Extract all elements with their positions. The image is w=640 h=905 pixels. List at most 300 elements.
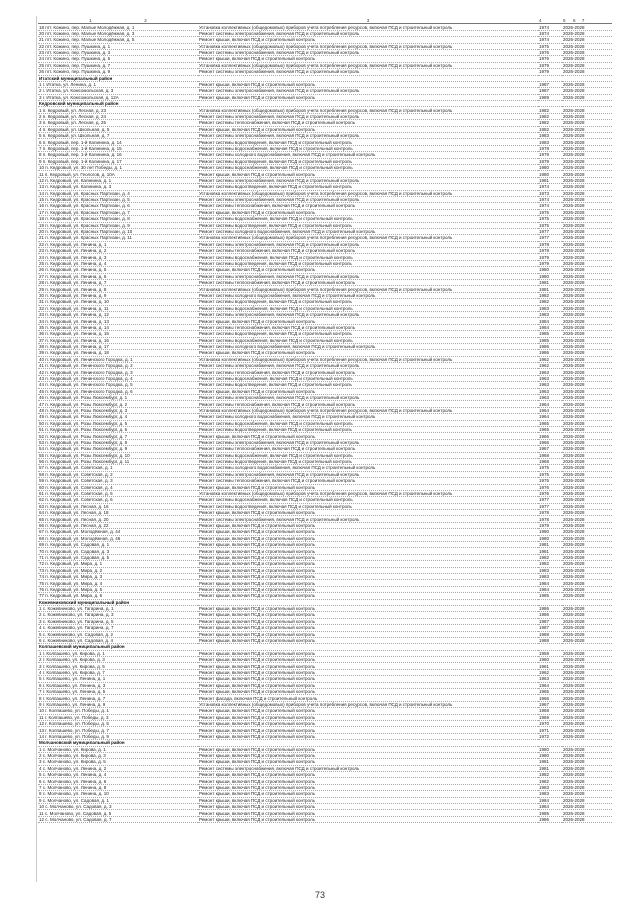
cell-year: 1977 xyxy=(538,497,562,503)
cell-year: 1976 xyxy=(538,484,562,490)
cell-work: Ремонт системы электроснабжения, включая ПСД и строительный контроль xyxy=(198,241,538,247)
cell-year: 1980 xyxy=(538,164,562,170)
cell-period: 2026-2028 xyxy=(562,439,612,445)
cell-work: Ремонт системы теплоснабжения, включая ПСД и строительный контроль xyxy=(198,478,538,484)
cell-address: 53 п. Кедровый, ул. Розы Люксембург, д. 8 xyxy=(38,439,198,445)
cell-period: 2026-2028 xyxy=(562,184,612,190)
cell-work: Ремонт крыши, включая ПСД и строительный контроль xyxy=(198,510,538,516)
cell-work: Ремонт крыши, включая ПСД и строительный контроль xyxy=(198,567,538,573)
cell-address: 35 п. Кедровый, ул. Ленина, д. 14 xyxy=(38,324,198,330)
cell-year: 1980 xyxy=(538,171,562,177)
cell-year: 1966 xyxy=(538,695,562,701)
cell-year: 1988 xyxy=(538,637,562,643)
cell-year: 1965 xyxy=(538,427,562,433)
cell-period: 2026-2028 xyxy=(562,177,612,183)
cell-work: Ремонт крыши, включая ПСД и строительный контроль xyxy=(198,804,538,810)
cell-period: 2026-2028 xyxy=(562,49,612,55)
cell-period: 2026-2028 xyxy=(562,24,612,30)
cell-work: Установка коллективных (общедомовых) приборов учета потребления ресурсов, включая ПСД и строительный контроль xyxy=(198,286,538,292)
cell-period: 2026-2028 xyxy=(562,637,612,643)
cell-year: 1976 xyxy=(538,49,562,55)
cell-work: Ремонт фасада, включая ПСД и строительный контроль xyxy=(198,695,538,701)
cell-period: 2026-2028 xyxy=(562,190,612,196)
cell-work: Ремонт крыши, включая ПСД и строительный контроль xyxy=(198,637,538,643)
cell-year: 1975 xyxy=(538,43,562,49)
cell-work: Ремонт системы электроснабжения, включая ПСД и строительный контроль xyxy=(198,30,538,36)
cell-work: Ремонт системы водоснабжения, включая ПСД и строительный контроль xyxy=(198,254,538,260)
cell-work: Ремонт системы водоотведения, включая ПСД и строительный контроль xyxy=(198,184,538,190)
cell-address: 3 п. Кедровый, ул. Лесная, д. 25 xyxy=(38,120,198,126)
cell-period: 2026-2028 xyxy=(562,618,612,624)
cell-address: Итатский муниципальный район xyxy=(38,75,198,81)
cell-period: 2026-2028 xyxy=(562,612,612,618)
cell-address: 51 п. Кедровый, ул. Розы Люксембург, д. 6 xyxy=(38,427,198,433)
cell-work: Ремонт системы электроснабжения, включая ПСД и строительный контроль xyxy=(198,311,538,317)
cell-work: Ремонт системы электроснабжения, включая ПСД и строительный контроль xyxy=(198,196,538,202)
cell-period: 2026-2028 xyxy=(562,752,612,758)
cell-work: Ремонт крыши, включая ПСД и строительный контроль xyxy=(198,548,538,554)
cell-work: Ремонт крыши, включая ПСД и строительный контроль xyxy=(198,94,538,100)
cell-address: 6 п. Кедровый, пер. 1-й Калинина, д. 14 xyxy=(38,139,198,145)
cell-year: 1979 xyxy=(538,260,562,266)
cell-work: Ремонт системы водоотведения, включая ПСД и строительный контроль xyxy=(198,158,538,164)
cell-period: 2026-2028 xyxy=(562,280,612,286)
cell-work: Ремонт крыши, включая ПСД и строительный контроль xyxy=(198,720,538,726)
cell-work: Ремонт крыши, включая ПСД и строительный контроль xyxy=(198,573,538,579)
cell-work: Ремонт системы водоотведения, включая ПСД и строительный контроль xyxy=(198,427,538,433)
cell-year: 1962 xyxy=(538,363,562,369)
cell-address: 56 п. Кедровый, ул. Розы Люксембург, д. 11 xyxy=(38,458,198,464)
cell-year: 1974 xyxy=(538,30,562,36)
cell-year: 1966 xyxy=(538,439,562,445)
cell-year: 1986 xyxy=(538,816,562,822)
cell-year: 1968 xyxy=(538,452,562,458)
cell-period: 2026-2028 xyxy=(562,267,612,273)
cell-address: 3 г. Колпашево, ул. Кирова, д. 5 xyxy=(38,663,198,669)
cell-year: 1983 xyxy=(538,784,562,790)
cell-address: 1 с. Молчаново, ул. Кирова, д. 1 xyxy=(38,746,198,752)
cell-address: 18 пгт. Кожино, пер. Малые Молодёжная, д. 1 xyxy=(38,24,198,30)
cell-year: 1984 xyxy=(538,586,562,592)
cell-work: Ремонт системы водоснабжения, включая ПСД и строительный контроль xyxy=(198,216,538,222)
cell-year: 1983 xyxy=(538,567,562,573)
cell-period: 2026-2028 xyxy=(562,458,612,464)
cell-work: Ремонт системы электроснабжения, включая ПСД и строительный контроль xyxy=(198,133,538,139)
cell-address: 6 г. Колпашево, ул. Ленина, д. 3 xyxy=(38,682,198,688)
cell-year: 1963 xyxy=(538,382,562,388)
cell-period: 2026-2028 xyxy=(562,746,612,752)
cell-year: 1974 xyxy=(538,184,562,190)
cell-address: 9 п. Кедровый, пер. 1-й Калинина, д. 17 xyxy=(38,158,198,164)
cell-work: Ремонт системы теплоснабжения, включая ПСД и строительный контроль xyxy=(198,324,538,330)
cell-work: Ремонт крыши, включая ПСД и строительный контроль xyxy=(198,554,538,560)
cell-period: 2026-2028 xyxy=(562,478,612,484)
cell-work: Ремонт системы водоотведения, включая ПСД и строительный контроль xyxy=(198,458,538,464)
cell-address: 9 г. Колпашево, ул. Ленина, д. 9 xyxy=(38,701,198,707)
header-col-period: 5 6 7 xyxy=(562,18,612,24)
cell-address: 42 п. Кедровый, ул. Ленинского Городка, д. 3 xyxy=(38,369,198,375)
cell-year: 1980 xyxy=(538,746,562,752)
cell-address: 62 п. Кедровый, ул. Советская, д. 6 xyxy=(38,497,198,503)
cell-address: 14 г. Колпашево, ул. Победы, д. 9 xyxy=(38,733,198,739)
cell-address: Колпашевский муниципальный район xyxy=(38,644,198,650)
cell-year: 1975 xyxy=(538,465,562,471)
cell-address: 68 п. Кедровый, ул. Молодёжная, д. 46 xyxy=(38,535,198,541)
cell-period: 2026-2028 xyxy=(562,689,612,695)
cell-period: 2026-2028 xyxy=(562,605,612,611)
cell-address: 26 пгт. Кожино, пер. Пушкина, д. 9 xyxy=(38,69,198,75)
table-body xyxy=(38,24,612,823)
cell-year: 1980 xyxy=(538,273,562,279)
cell-address: 72 п. Кедровый, ул. Мира, д. 1 xyxy=(38,561,198,567)
cell-period: 2026-2028 xyxy=(562,522,612,528)
cell-year: 1960 xyxy=(538,657,562,663)
cell-address: 33 п. Кедровый, ул. Ленина, д. 12 xyxy=(38,311,198,317)
cell-address: 8 п. Кедровый, пер. 1-й Калинина, д. 16 xyxy=(38,152,198,158)
cell-period: 2026-2028 xyxy=(562,631,612,637)
cell-year: 1982 xyxy=(538,126,562,132)
cell-work: Ремонт крыши, включая ПСД и строительный контроль xyxy=(198,669,538,675)
cell-year: 1985 xyxy=(538,331,562,337)
cell-year: 1982 xyxy=(538,554,562,560)
cell-period: 2026-2028 xyxy=(562,720,612,726)
cell-work: Ремонт крыши, включая ПСД и строительный контроль xyxy=(198,561,538,567)
cell-work: Ремонт системы водоснабжения, включая ПСД и строительный контроль xyxy=(198,337,538,343)
cell-period: 2026-2028 xyxy=(562,43,612,49)
cell-address: 60 п. Кедровый, ул. Советская, д. 4 xyxy=(38,484,198,490)
cell-period: 2026-2028 xyxy=(562,286,612,292)
table-row xyxy=(38,816,612,822)
cell-year: 1975 xyxy=(538,478,562,484)
cell-period: 2026-2028 xyxy=(562,158,612,164)
cell-year: 1984 xyxy=(538,804,562,810)
cell-period: 2026-2028 xyxy=(562,395,612,401)
cell-period: 2026-2028 xyxy=(562,765,612,771)
cell-period: 2026-2028 xyxy=(562,727,612,733)
cell-year: 1981 xyxy=(538,286,562,292)
cell-period: 2026-2028 xyxy=(562,107,612,113)
cell-period: 2026-2028 xyxy=(562,254,612,260)
cell-period: 2026-2028 xyxy=(562,337,612,343)
cell-address: 22 пгт. Кожино, пер. Пушкина, д. 1 xyxy=(38,43,198,49)
cell-year: 1965 xyxy=(538,689,562,695)
cell-work: Ремонт системы водоснабжения, включая ПСД и строительный контроль xyxy=(198,452,538,458)
cell-year: 1972 xyxy=(538,733,562,739)
cell-address: 40 п. Кедровый, ул. Ленинского Городка, д. 1 xyxy=(38,356,198,362)
cell-work: Ремонт системы водоотведения, включая ПСД и строительный контроль xyxy=(198,222,538,228)
cell-year: 1989 xyxy=(538,94,562,100)
cell-work: Ремонт системы электроснабжения, включая ПСД и строительный контроль xyxy=(198,177,538,183)
cell-year: 1984 xyxy=(538,324,562,330)
cell-work: Ремонт системы теплоснабжения, включая ПСД и строительный контроль xyxy=(198,401,538,407)
cell-year: 1964 xyxy=(538,682,562,688)
cell-work: Ремонт крыши, включая ПСД и строительный контроль xyxy=(198,580,538,586)
cell-year: 1973 xyxy=(538,190,562,196)
cell-work: Ремонт системы водоотведения, включая ПСД и строительный контроль xyxy=(198,299,538,305)
cell-year: 1975 xyxy=(538,222,562,228)
cell-period: 2026-2028 xyxy=(562,299,612,305)
cell-work: Ремонт системы электроснабжения, включая ПСД и строительный контроль xyxy=(198,88,538,94)
cell-work: Установка коллективных (общедомовых) приборов учета потребления ресурсов, включая ПСД и строительный контроль xyxy=(198,490,538,496)
page-number: 73 xyxy=(314,890,325,900)
cell-year: 1987 xyxy=(538,625,562,631)
cell-work: Ремонт системы холодного водоснабжения, включая ПСД и строительный контроль xyxy=(198,414,538,420)
cell-year: 1974 xyxy=(538,196,562,202)
cell-year: 1982 xyxy=(538,772,562,778)
cell-year: 1981 xyxy=(538,548,562,554)
cell-year: 1983 xyxy=(538,133,562,139)
cell-period: 2026-2028 xyxy=(562,471,612,477)
cell-work: Ремонт системы электроснабжения, включая ПСД и строительный контроль xyxy=(198,516,538,522)
cell-work: Ремонт системы холодного водоснабжения, включая ПСД и строительный контроль xyxy=(198,343,538,349)
cell-period: 2026-2028 xyxy=(562,94,612,100)
cell-address: 20 п. Кедровый, ул. Красных Партизан, д. 10 xyxy=(38,228,198,234)
cell-work: Ремонт крыши, включая ПСД и строительный контроль xyxy=(198,529,538,535)
cell-address: 4 с. Молчаново, ул. Ленина, д. 2 xyxy=(38,765,198,771)
cell-work: Ремонт крыши, включая ПСД и строительный контроль xyxy=(198,535,538,541)
cell-work: Ремонт системы электроснабжения, включая ПСД и строительный контроль xyxy=(198,273,538,279)
cell-period: 2026-2028 xyxy=(562,804,612,810)
cell-year: 1974 xyxy=(538,203,562,209)
cell-address: 63 п. Кедровый, ул. Лесная, д. 16 xyxy=(38,503,198,509)
cell-period: 2026-2028 xyxy=(562,241,612,247)
cell-year: 1976 xyxy=(538,56,562,62)
cell-address: 36 п. Кедровый, ул. Ленина, д. 15 xyxy=(38,331,198,337)
cell-work: Ремонт системы электроснабжения, включая ПСД и строительный контроль xyxy=(198,363,538,369)
cell-year: 1979 xyxy=(538,152,562,158)
cell-work: Ремонт крыши, включая ПСД и строительный контроль xyxy=(198,682,538,688)
cell-work: Установка коллективных (общедомовых) приборов учета потребления ресурсов, включая ПСД и строительный контроль xyxy=(198,43,538,49)
cell-period: 2026-2028 xyxy=(562,407,612,413)
cell-work: Ремонт крыши, включая ПСД и строительный контроль xyxy=(198,126,538,132)
cell-work: Ремонт системы холодного водоснабжения, включая ПСД и строительный контроль xyxy=(198,292,538,298)
cell-year: 1975 xyxy=(538,471,562,477)
cell-period: 2026-2028 xyxy=(562,164,612,170)
cell-year: 1986 xyxy=(538,343,562,349)
cell-period: 2026-2028 xyxy=(562,311,612,317)
cell-period: 2026-2028 xyxy=(562,56,612,62)
cell-work: Ремонт крыши, включая ПСД и строительный контроль xyxy=(198,171,538,177)
cell-year: 1983 xyxy=(538,573,562,579)
cell-address: 70 п. Кедровый, ул. Садовая, д. 3 xyxy=(38,548,198,554)
cell-period: 2026-2028 xyxy=(562,791,612,797)
cell-year: 1963 xyxy=(538,369,562,375)
cell-work: Ремонт крыши, включая ПСД и строительный контроль xyxy=(198,752,538,758)
cell-year: 1976 xyxy=(538,490,562,496)
cell-address: 76 п. Кедровый, ул. Мира, д. 5 xyxy=(38,586,198,592)
cell-address: 16 п. Кедровый, ул. Красных Партизан, д. 6 xyxy=(38,203,198,209)
cell-address: 2 г. Итатка, ул. Комсомольская, д. 3 xyxy=(38,88,198,94)
cell-address: 20 пгт. Кожино, пер. Малые Молодёжная, д. 3 xyxy=(38,30,198,36)
cell-work: Ремонт крыши, включая ПСД и строительный контроль xyxy=(198,816,538,822)
cell-work: Ремонт системы водоотведения, включая ПСД и строительный контроль xyxy=(198,382,538,388)
cell-work: Ремонт системы водоотведения, включая ПСД и строительный контроль xyxy=(198,331,538,337)
cell-work: Ремонт крыши, включая ПСД и строительный контроль xyxy=(198,605,538,611)
cell-work: Ремонт крыши, включая ПСД и строительный контроль xyxy=(198,810,538,816)
cell-work: Ремонт крыши, включая ПСД и строительный контроль xyxy=(198,586,538,592)
cell-period: 2026-2028 xyxy=(562,203,612,209)
cell-address: 30 п. Кедровый, ул. Ленина, д. 9 xyxy=(38,292,198,298)
cell-work: Ремонт крыши, включая ПСД и строительный контроль xyxy=(198,733,538,739)
cell-address: Кедровский муниципальный район xyxy=(38,101,198,107)
cell-period: 2026-2028 xyxy=(562,580,612,586)
cell-period: 2026-2028 xyxy=(562,490,612,496)
cell-period: 2026-2028 xyxy=(562,305,612,311)
cell-year: 1968 xyxy=(538,708,562,714)
cell-work: Ремонт крыши, включая ПСД и строительный контроль xyxy=(198,746,538,752)
cell-year: 1963 xyxy=(538,375,562,381)
cell-address: 2 с. Молчаново, ул. Кирова, д. 3 xyxy=(38,752,198,758)
cell-period: 2026-2028 xyxy=(562,701,612,707)
cell-address: 13 г. Колпашево, ул. Победы, д. 7 xyxy=(38,727,198,733)
cell-period: 2026-2028 xyxy=(562,669,612,675)
cell-year: 1980 xyxy=(538,529,562,535)
cell-year: 1982 xyxy=(538,778,562,784)
cell-address: 7 п. Кедровый, пер. 1-й Калинина, д. 15 xyxy=(38,145,198,151)
cell-address: Кожевниковский муниципальный район xyxy=(38,599,198,605)
cell-year: 1983 xyxy=(538,311,562,317)
cell-work: Ремонт системы электроснабжения, включая ПСД и строительный контроль xyxy=(198,471,538,477)
cell-work: Ремонт системы электроснабжения, включая ПСД и строительный контроль xyxy=(198,765,538,771)
cell-period: 2026-2028 xyxy=(562,273,612,279)
cell-period: 2026-2028 xyxy=(562,88,612,94)
cell-period: 2026-2028 xyxy=(562,324,612,330)
cell-period: 2026-2028 xyxy=(562,235,612,241)
cell-address: 8 г. Колпашево, ул. Ленина, д. 7 xyxy=(38,695,198,701)
cell-period: 2026-2028 xyxy=(562,318,612,324)
cell-address: 44 п. Кедровый, ул. Ленинского Городка, д. 5 xyxy=(38,382,198,388)
cell-year: 1979 xyxy=(538,62,562,68)
cell-year: 1978 xyxy=(538,145,562,151)
cell-address: 22 п. Кедровый, ул. Ленина, д. 1 xyxy=(38,241,198,247)
cell-address: 5 с. Молчаново, ул. Ленина, д. 4 xyxy=(38,772,198,778)
cell-address: 41 п. Кедровый, ул. Ленинского Городка, д. 2 xyxy=(38,363,198,369)
cell-work: Ремонт крыши, включая ПСД и строительный контроль xyxy=(198,689,538,695)
cell-work: Ремонт крыши, включая ПСД и строительный контроль xyxy=(198,657,538,663)
cell-year: 1968 xyxy=(538,458,562,464)
cell-address: 73 п. Кедровый, ул. Мира, д. 2 xyxy=(38,567,198,573)
cell-period: 2026-2028 xyxy=(562,292,612,298)
cell-work: Установка коллективных (общедомовых) приборов учета потребления ресурсов, включая ПСД и строительный контроль xyxy=(198,356,538,362)
cell-period: 2026-2028 xyxy=(562,427,612,433)
cell-period: 2026-2028 xyxy=(562,465,612,471)
cell-work: Ремонт системы теплоснабжения, включая ПСД и строительный контроль xyxy=(198,369,538,375)
cell-year: 1986 xyxy=(538,612,562,618)
cell-year: 1983 xyxy=(538,139,562,145)
cell-period: 2026-2028 xyxy=(562,446,612,452)
cell-year: 1978 xyxy=(538,248,562,254)
cell-period: 2026-2028 xyxy=(562,561,612,567)
cell-year: 1964 xyxy=(538,401,562,407)
cell-work: Ремонт системы водоотведения, включая ПСД и строительный контроль xyxy=(198,503,538,509)
cell-address: 24 пгт. Кожино, пер. Пушкина, д. 5 xyxy=(38,56,198,62)
cell-year: 1967 xyxy=(538,701,562,707)
cell-year: 1977 xyxy=(538,503,562,509)
cell-address: 69 п. Кедровый, ул. Садовая, д. 1 xyxy=(38,542,198,548)
cell-year: 1982 xyxy=(538,561,562,567)
cell-period: 2026-2028 xyxy=(562,30,612,36)
cell-address: 24 п. Кедровый, ул. Ленина, д. 3 xyxy=(38,254,198,260)
cell-period: 2026-2028 xyxy=(562,260,612,266)
cell-period: 2026-2028 xyxy=(562,772,612,778)
cell-period: 2026-2028 xyxy=(562,650,612,656)
cell-address: 11 п. Кедровый, ул. Геологов, д. 10А xyxy=(38,171,198,177)
cell-address: 21 пгт. Кожино, пер. Малые Молодёжная, д. 5 xyxy=(38,37,198,43)
cell-year: 1977 xyxy=(538,228,562,234)
cell-address: 11 г. Колпашево, ул. Победы, д. 3 xyxy=(38,714,198,720)
cell-work: Установка коллективных (общедомовых) приборов учета потребления ресурсов, включая ПСД и строительный контроль xyxy=(198,24,538,30)
cell-address: 21 п. Кедровый, ул. Красных Партизан, д. 11 xyxy=(38,235,198,241)
cell-work: Ремонт системы водоснабжения, включая ПСД и строительный контроль xyxy=(198,375,538,381)
cell-period: 2026-2028 xyxy=(562,388,612,394)
cell-period: 2026-2028 xyxy=(562,120,612,126)
cell-address: 1 г. Итатка, ул. Ленина, д. 1 xyxy=(38,81,198,87)
cell-address: 29 п. Кедровый, ул. Ленина, д. 8 xyxy=(38,286,198,292)
cell-address: 77 п. Кедровый, ул. Мира, д. 6 xyxy=(38,593,198,599)
cell-address: 17 п. Кедровый, ул. Красных Партизан, д. 7 xyxy=(38,209,198,215)
cell-work: Ремонт системы электроснабжения, включая ПСД и строительный контроль xyxy=(198,113,538,119)
cell-period: 2026-2028 xyxy=(562,375,612,381)
cell-period: 2026-2028 xyxy=(562,676,612,682)
cell-address: 4 г. Колпашево, ул. Кирова, д. 7 xyxy=(38,669,198,675)
cell-period: 2026-2028 xyxy=(562,548,612,554)
cell-period: 2026-2028 xyxy=(562,37,612,43)
cell-address: 38 п. Кедровый, ул. Ленина, д. 17 xyxy=(38,343,198,349)
cell-period: 2026-2028 xyxy=(562,759,612,765)
cell-address: 8 с. Молчаново, ул. Ленина, д. 10 xyxy=(38,791,198,797)
cell-year: 1978 xyxy=(538,241,562,247)
cell-address: 25 п. Кедровый, ул. Ленина, д. 4 xyxy=(38,260,198,266)
cell-address: 2 с. Кожевниково, ул. Гагарина, д. 3 xyxy=(38,612,198,618)
cell-work: Ремонт системы водоснабжения, включая ПСД и строительный контроль xyxy=(198,420,538,426)
cell-year: 1980 xyxy=(538,535,562,541)
cell-year: 1985 xyxy=(538,593,562,599)
cell-period: 2026-2028 xyxy=(562,420,612,426)
cell-address: 46 п. Кедровый, ул. Розы Люксембург, д. 1 xyxy=(38,395,198,401)
cell-period: 2026-2028 xyxy=(562,228,612,234)
cell-period: 2026-2028 xyxy=(562,350,612,356)
cell-year: 1980 xyxy=(538,752,562,758)
cell-work: Установка коллективных (общедомовых) приборов учета потребления ресурсов, включая ПСД и строительный контроль xyxy=(198,190,538,196)
cell-work: Ремонт крыши, включая ПСД и строительный контроль xyxy=(198,797,538,803)
cell-year: 1978 xyxy=(538,516,562,522)
cell-work: Ремонт системы водоотведения, включая ПСД и строительный контроль xyxy=(198,260,538,266)
cell-address: 5 г. Колпашево, ул. Ленина, д. 1 xyxy=(38,676,198,682)
cell-address: 25 пгт. Кожино, пер. Пушкина, д. 7 xyxy=(38,62,198,68)
cell-period: 2026-2028 xyxy=(562,816,612,822)
cell-work: Ремонт крыши, включая ПСД и строительный контроль xyxy=(198,708,538,714)
cell-work: Ремонт системы холодного водоснабжения, включая ПСД и строительный контроль xyxy=(198,465,538,471)
cell-work: Ремонт крыши, включая ПСД и строительный контроль xyxy=(198,791,538,797)
cell-work: Ремонт системы холодного водоснабжения, включая ПСД и строительный контроль xyxy=(198,228,538,234)
cell-period: 2026-2028 xyxy=(562,708,612,714)
cell-period: 2026-2028 xyxy=(562,593,612,599)
cell-period: 2026-2028 xyxy=(562,554,612,560)
cell-period: 2026-2028 xyxy=(562,331,612,337)
header-col-work: 3 xyxy=(198,18,538,24)
cell-address: 61 п. Кедровый, ул. Советская, д. 5 xyxy=(38,490,198,496)
cell-period: 2026-2028 xyxy=(562,682,612,688)
cell-year: 1987 xyxy=(538,81,562,87)
document-page xyxy=(38,18,604,823)
cell-work: Ремонт системы электроснабжения, включая ПСД и строительный контроль xyxy=(198,69,538,75)
cell-work: Ремонт крыши, включая ПСД и строительный контроль xyxy=(198,778,538,784)
cell-address: 14 п. Кедровый, ул. Красных Партизан, д. 4 xyxy=(38,190,198,196)
cell-address: 64 п. Кедровый, ул. Лесная, д. 18 xyxy=(38,510,198,516)
cell-work: Установка коллективных (общедомовых) приборов учета потребления ресурсов, включая ПСД и строительный контроль xyxy=(198,235,538,241)
cell-address: 37 п. Кедровый, ул. Ленина, д. 16 xyxy=(38,337,198,343)
cell-year: 1963 xyxy=(538,395,562,401)
